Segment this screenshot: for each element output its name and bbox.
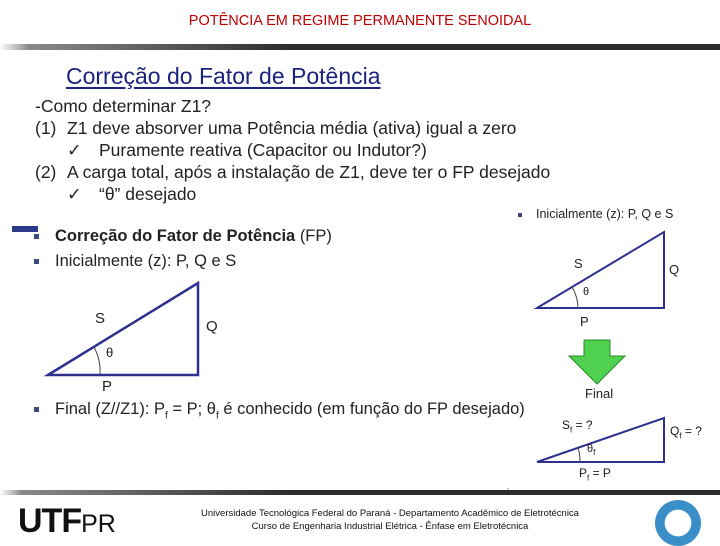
check-1-text: Puramente reativa (Capacitor ou Indutor?)	[99, 140, 427, 160]
bullet-icon	[518, 213, 522, 217]
right-label-pf: $P_f = P$	[579, 466, 611, 483]
left-label-s: S	[95, 310, 106, 327]
left-initially-text: Inicialmente (z): P, Q e S	[55, 252, 237, 270]
right-label-sf: $S_f$ = ?	[562, 418, 593, 435]
item-1-text: Z1 deve absorver uma Potência média (ativa) igual a zero	[67, 118, 517, 138]
left-final-sub-2: f	[215, 410, 219, 422]
left-label-theta: θ	[106, 345, 114, 360]
checkmark-icon: ✓	[67, 140, 82, 160]
right-label-qf: $Q_f$ = ?	[670, 424, 702, 441]
right-label-s: S	[574, 256, 583, 271]
right-theta-arc-2	[578, 448, 580, 462]
check-2-text: “θ” desejado	[99, 184, 197, 204]
left-heading-suffix: (FP)	[299, 227, 332, 245]
item-2-text: A carga total, após a instalação de Z1, deve ter o FP desejado	[67, 162, 551, 182]
bullet-icon	[34, 407, 39, 412]
footer-divider	[0, 490, 720, 495]
slide-title: Correção do Fator de Potência	[66, 63, 381, 89]
footer-course: Curso de Engenharia Industrial Elétrica - Ênfase em Eletrotécnica	[251, 521, 529, 532]
right-label-theta: θ	[583, 286, 590, 298]
footer-institution: Universidade Tecnológica Federal do Paraná - Departamento Acadêmico de Eletrotécnica	[201, 508, 579, 519]
left-final	[34, 400, 525, 421]
seal-icon	[655, 500, 701, 546]
right-label-p: P	[580, 314, 589, 329]
utfpr-logo	[18, 502, 116, 541]
logo-part-f: F	[61, 502, 82, 540]
left-label-p: P	[102, 378, 113, 395]
right-label-theta-f: $\theta_f$	[587, 443, 596, 458]
down-arrow-icon	[569, 340, 625, 384]
left-final-suffix: é conhecido (em função do FP desejado)	[218, 400, 525, 418]
left-label-q: Q	[206, 318, 218, 335]
item-1-number: (1)	[35, 118, 57, 138]
checkmark-icon: ✓	[67, 184, 82, 204]
left-power-triangle	[48, 283, 198, 375]
right-power-triangle-2	[537, 418, 664, 462]
right-power-triangle-1	[537, 232, 664, 308]
right-initially-text: Inicialmente (z): P, Q e S	[536, 207, 674, 221]
left-final-prefix: Final (Z//Z1): P	[55, 400, 166, 418]
left-final-sub-1: f	[165, 410, 168, 422]
question-line: -Como determinar Z1?	[35, 96, 212, 116]
header-title: POTÊNCIA EM REGIME PERMANENTE SENOIDAL	[188, 13, 532, 29]
item-2-number: (2)	[35, 162, 57, 182]
left-final-mid: = P; θ	[167, 400, 216, 418]
left-theta-arc	[94, 347, 100, 375]
logo-part-ut: UT	[18, 502, 62, 540]
final-label: Final	[585, 386, 614, 401]
right-theta-arc-1	[572, 287, 578, 308]
left-heading-text: Correção do Fator de Potência	[55, 227, 296, 245]
logo-part-pr: PR	[81, 510, 116, 538]
right-initially	[518, 207, 673, 221]
right-label-q: Q	[669, 262, 680, 277]
